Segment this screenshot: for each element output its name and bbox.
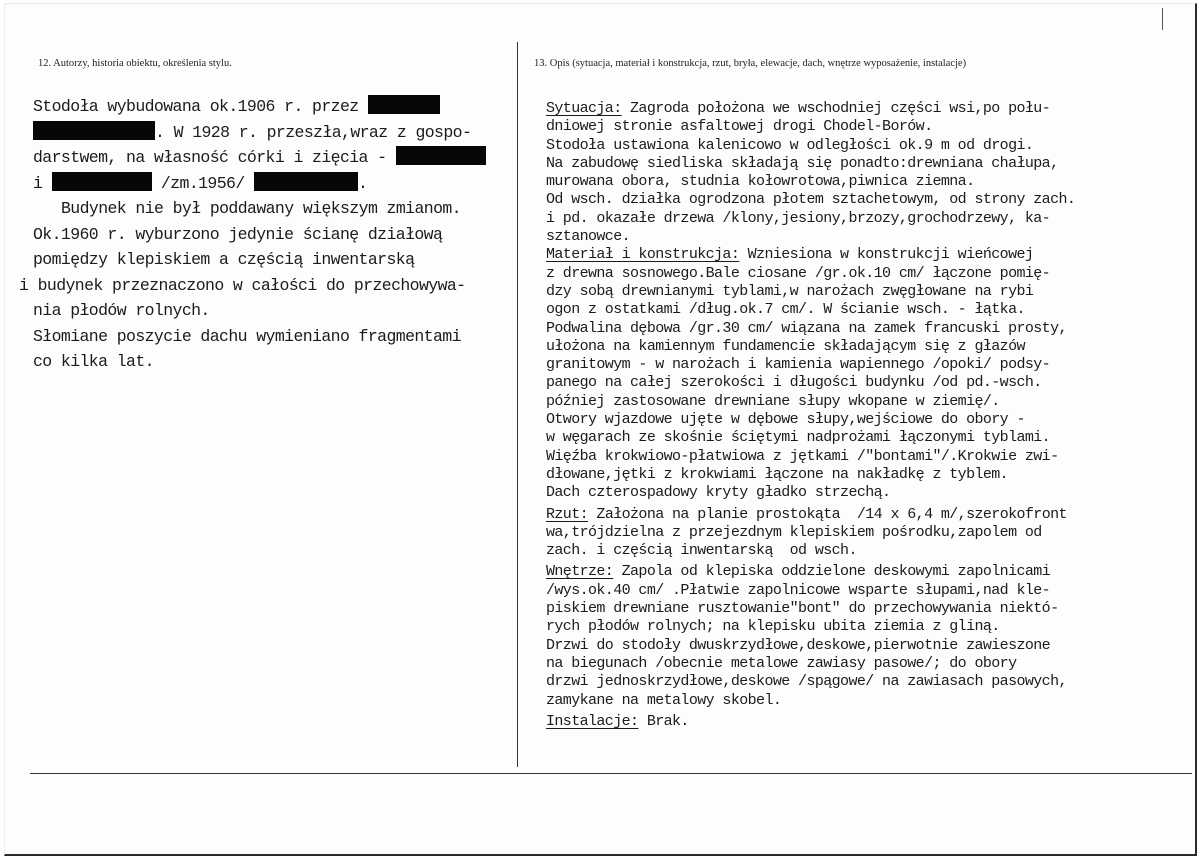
- installations-section: [546, 713, 1200, 731]
- description-line: Na zabudowę siedliska składają się ponadto:drewniana chałupa,: [546, 154, 1059, 172]
- description-text-span: Zagroda położona we wschodniej części wsi,po połu-: [621, 100, 1051, 117]
- history-text-span: /zm.1956/: [151, 173, 254, 193]
- redaction-block: [368, 95, 440, 114]
- history-line: [33, 171, 513, 197]
- corner-tick: [1162, 8, 1163, 30]
- redaction-block: [52, 172, 152, 191]
- description-line: Stodoła ustawiona kalenicowo w odległości ok.9 m od drogi.: [546, 136, 1034, 154]
- description-line: dzy sobą drewnianymi tyblami,w narożach zwęgłowane na rybi: [546, 282, 1034, 300]
- description-line: dłowane,jętki z krokwiami łączone na nakładkę z tyblem.: [546, 465, 1009, 483]
- history-line: [33, 94, 513, 120]
- description-line: [546, 246, 1200, 264]
- description-line: sztanowce.: [546, 228, 631, 246]
- description-line: [546, 713, 1200, 731]
- history-line: co kilka lat.: [33, 352, 154, 371]
- description-line: zamykane na metalowy skobel.: [546, 691, 782, 709]
- section-13-header: 13. Opis (sytuacja, materiał i konstrukcja, rzut, bryła, elewacje, dach, wnętrze wyposażenie, instalacje): [534, 58, 967, 69]
- history-line: [33, 120, 513, 146]
- description-line: w węgarach ze skośnie ściętymi nadprożami łączonymi tyblami.: [546, 429, 1051, 447]
- history-text-span: i: [33, 173, 52, 193]
- description-line: [546, 506, 1200, 524]
- history-line: Ok.1960 r. wyburzono jedynie ścianę działową: [33, 224, 443, 244]
- description-line: Drzwi do stodoły dwuskrzydłowe,deskowe,pierwotnie zawieszone: [546, 636, 1051, 654]
- description-line: piskiem drewniane rusztowanie"bont" do przechowywania niektó-: [546, 600, 1059, 618]
- description-line: i pd. okazałe drzewa /klony,jesiony,brzozy,grochodrzewy, ka-: [546, 209, 1051, 227]
- situation-section: [546, 100, 1200, 246]
- history-text: [19, 94, 513, 375]
- description-line: ogon z ostatkami /dług.ok.7 cm/. W ścianie wsch. - łątka.: [546, 301, 1025, 319]
- description-line: granitowym - w narożach i kamienia wapiennego /opoki/ podsy-: [546, 356, 1051, 374]
- material-section: [546, 246, 1200, 502]
- description-line: Od wsch. działka ogrodzona płotem sztachetowym, od strony zach.: [546, 191, 1076, 209]
- history-line: i budynek przeznaczono w całości do przechowywa-: [19, 275, 466, 295]
- description-text-span: Założona na planie prostokąta /14 x 6,4 m/,szerokofront: [588, 505, 1067, 523]
- history-line: Słomiane poszycie dachu wymieniano fragmentami: [33, 326, 461, 346]
- history-line: [33, 145, 513, 171]
- description-line: drzwi jednoskrzydłowe,deskowe /spągowe/ na zawiasach pasowych,: [546, 673, 1067, 691]
- history-text-span: Stodoła wybudowana ok.1906 r. przez: [33, 97, 368, 116]
- description-line: wa,trójdzielna z przejezdnym klepiskiem pośrodku,zapolem od: [546, 523, 1042, 541]
- history-line: Budynek nie był poddawany większym zmianom.: [61, 199, 461, 218]
- description-text: [546, 100, 1200, 731]
- description-line: [546, 563, 1200, 581]
- history-line: nia płodów rolnych.: [33, 301, 210, 320]
- redaction-block: [33, 121, 155, 140]
- bottom-rule: [30, 773, 1192, 774]
- description-line: Otwory wjazdowe ujęte w dębowe słupy,wejściowe do obory -: [546, 411, 1025, 429]
- description-line: panego na całej szerokości i długości budynku /od pd.-wsch.: [546, 374, 1042, 392]
- description-line: ułożona na kamiennym fundamencie składającym się z głazów: [546, 337, 1025, 355]
- installations-label: Instalacje:: [546, 712, 639, 730]
- section-12-header: 12. Autorzy, historia obiektu, określenia stylu.: [38, 58, 232, 69]
- interior-section: [546, 563, 1200, 709]
- history-text-span: .: [357, 173, 368, 193]
- description-line: rych płodów rolnych; na klepisku ubita ziemia z gliną.: [546, 618, 1000, 636]
- description-line: Dach czterospadowy kryty gładko strzechą.: [546, 484, 891, 502]
- description-line: na biegunach /obecnie metalowe zawiasy pasowe/; do obory: [546, 654, 1017, 672]
- description-line: później zastosowane drewniane słupy wkopane w ziemię/.: [546, 392, 1000, 410]
- history-text-span: darstwem, na własność córki i zięcia -: [33, 148, 396, 167]
- description-line: murowana obora, studnia kołowrotowa,piwnica ziemna.: [546, 173, 975, 191]
- description-text-span: Zapola od klepiska oddzielone deskowymi zapolnicami: [613, 563, 1051, 581]
- description-text-span: Brak.: [638, 712, 689, 730]
- description-text-span: Wzniesiona w konstrukcji wieńcowej: [739, 246, 1034, 264]
- description-line: zach. i częścią inwentarską od wsch.: [546, 542, 857, 560]
- column-divider: [517, 42, 518, 767]
- redaction-block: [396, 146, 486, 165]
- description-line: dniowej stronie asfaltowej drogi Chodel-Borów.: [546, 118, 933, 136]
- description-line: Podwalina dębowa /gr.30 cm/ wiązana na zamek francuski prosty,: [546, 319, 1067, 337]
- plan-label: Rzut:: [546, 505, 589, 523]
- material-label: Materiał i konstrukcja:: [546, 246, 740, 264]
- history-line: pomiędzy klepiskiem a częścią inwentarską: [33, 250, 415, 269]
- plan-section: [546, 506, 1200, 561]
- interior-label: Wnętrze:: [546, 563, 614, 581]
- redaction-block: [254, 172, 358, 191]
- description-line: z drewna sosnowego.Bale ciosane /gr.ok.10 cm/ łączone pomię-: [546, 264, 1051, 282]
- history-text-span: . W 1928 r. przeszła,wraz z gospo-: [155, 122, 472, 142]
- description-line: Więźba krokwiowo-płatwiowa z jętkami /"bontami"/.Krokwie zwi-: [546, 447, 1059, 465]
- description-line: [546, 100, 1200, 118]
- description-line: /wys.ok.40 cm/ .Płatwie zapolnicowe wsparte słupami,nad kle-: [546, 581, 1051, 599]
- situation-label: Sytuacja:: [546, 100, 622, 117]
